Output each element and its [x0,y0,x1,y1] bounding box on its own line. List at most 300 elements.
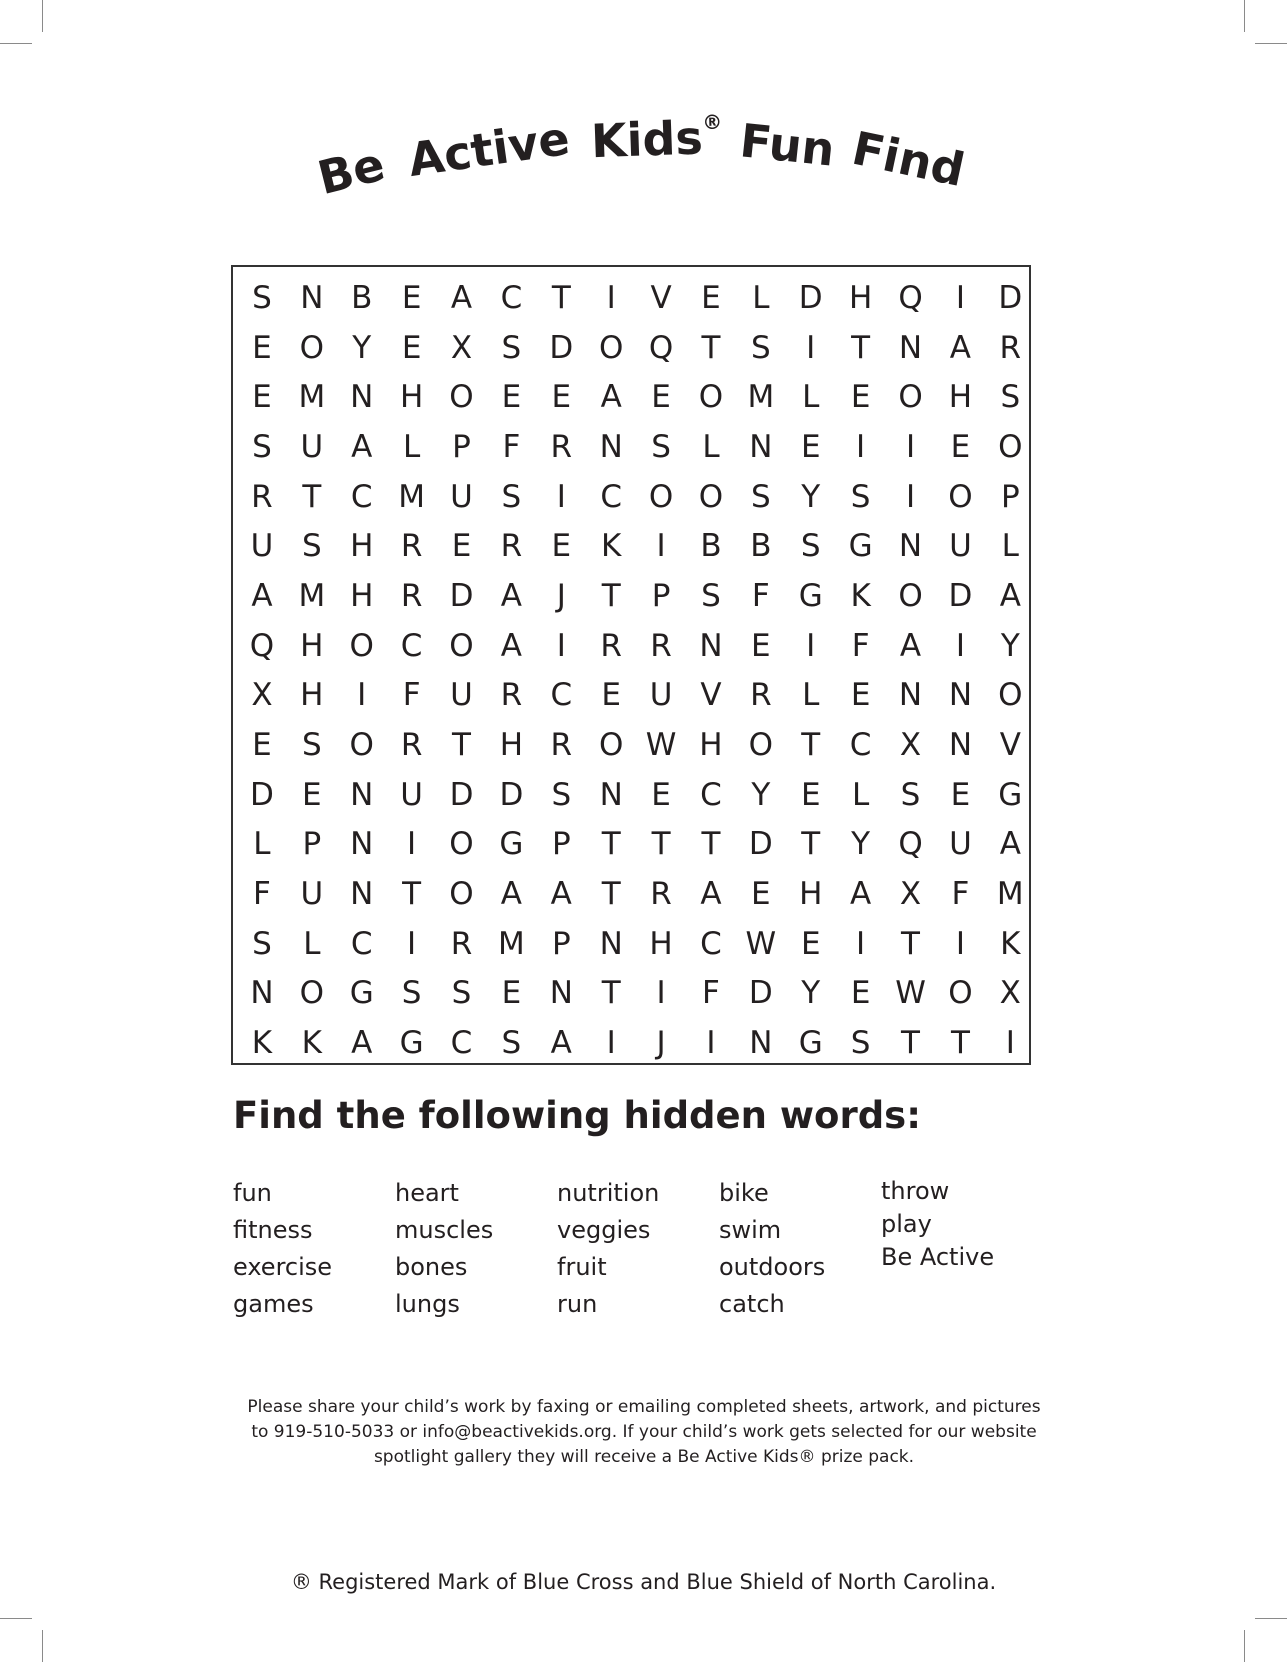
grid-letter: O [299,975,325,1012]
grid-letter: K [301,1025,322,1062]
grid-letter: M [747,379,775,416]
grid-letter: S [1000,379,1021,416]
grid-letter: E [950,428,971,465]
grid-letter: D [449,776,474,813]
grid-letter: O [698,379,724,416]
grid-letter: N [948,677,973,714]
grid-letter: G [848,528,873,565]
grid-letter: R [600,627,622,664]
grid-letter: L [402,428,421,465]
grid-letter: M [298,577,326,614]
grid-letter: R [500,528,523,565]
grid-letter: E [401,329,422,366]
grid-letter: R [650,627,672,664]
grid-letter: E [252,379,272,416]
title-word-active: Active [405,111,573,187]
grid-letter: R [550,428,573,465]
grid-letter: N [350,876,374,913]
crop-mark-bottom-right-v [1244,1630,1245,1662]
grid-letter: I [556,478,566,515]
grid-letter: C [350,478,373,515]
grid-letter: E [751,627,771,664]
grid-letter: U [949,826,972,863]
grid-letter: I [407,826,417,863]
grid-letter: H [350,577,374,614]
grid-letter: V [999,727,1021,764]
word-item: fun [233,1179,272,1207]
grid-letter: E [302,776,322,813]
grid-letter: D [998,279,1023,316]
word-item: play [881,1210,932,1238]
grid-letter: O [598,329,624,366]
grid-letter: I [357,677,367,714]
grid-letter: J [556,577,566,614]
grid-letter: T [402,876,422,913]
grid-letter: F [702,975,720,1012]
grid-letter: H [649,925,673,962]
grid-letter: S [252,279,272,316]
grid-letter: P [551,826,571,863]
grid-letter: N [749,428,773,465]
grid-letter: A [351,428,373,465]
title-word-be: Be [312,136,390,206]
word-item: outdoors [719,1253,826,1281]
grid-letter: I [407,925,417,962]
grid-letter: K [850,577,871,614]
grid-letter: N [549,975,573,1012]
word-item: throw [881,1177,950,1205]
grid-letter: I [905,428,916,465]
grid-letter: E [551,379,572,416]
grid-letter: T [901,1025,920,1062]
grid-letter: H [699,727,723,764]
grid-letter: U [300,876,324,913]
grid-letter: H [399,379,424,416]
share-note-line: Please share your child’s work by faxing or emailing completed sheets, artwork, and pictures [247,1397,1041,1417]
grid-letter: Q [249,627,275,664]
grid-letter: A [700,876,722,913]
grid-letter: T [551,279,571,316]
grid-letter: F [851,627,870,664]
grid-letter: I [955,279,965,316]
grid-letter: X [899,876,922,913]
grid-letter: Y [352,329,372,366]
grid-letter: U [949,528,972,565]
grid-letter: I [955,925,965,962]
grid-letter: T [302,478,322,515]
grid-letter: G [798,577,823,614]
grid-letter: M [996,876,1024,913]
grid-letter: N [350,379,374,416]
grid-letter: D [748,826,773,863]
grid-letter: U [450,478,473,515]
grid-letter: O [449,379,474,416]
crop-mark-top-right-v [1244,0,1245,32]
grid-letter: H [300,677,324,714]
grid-letter: B [750,528,772,565]
grid-letter: I [606,279,616,316]
word-item: heart [395,1179,459,1207]
grid-letter: X [450,329,473,366]
grid-letter: S [501,1025,522,1062]
grid-letter: I [656,528,666,565]
grid-letter: G [349,975,374,1012]
grid-letter: D [748,975,773,1012]
grid-letter: U [250,528,274,565]
grid-letter: E [800,925,821,962]
grid-letter: L [752,279,770,316]
grid-letter: Q [898,279,923,316]
grid-letter: Y [751,776,771,813]
word-item: nutrition [557,1179,660,1207]
word-item: run [557,1290,598,1318]
grid-letter: O [898,577,923,614]
registered-mark-footer: ® Registered Mark of Blue Cross and Blue Shield of North Carolina. [290,1570,997,1594]
grid-letter: H [948,379,973,416]
grid-letter: V [700,677,722,714]
grid-letter: T [701,826,721,863]
grid-letter: F [751,577,770,614]
grid-letter: K [601,528,622,565]
grid-letter: A [999,577,1021,614]
grid-letter: H [799,876,823,913]
grid-letter: O [698,478,724,515]
word-item: fitness [233,1216,313,1244]
grid-letter: A [550,876,572,913]
grid-letter: S [850,1025,871,1062]
grid-letter: C [849,727,872,764]
grid-letter: G [798,1025,823,1062]
grid-letter: S [551,776,572,813]
grid-letter: W [645,727,677,764]
grid-letter: T [901,925,920,962]
grid-letter: X [899,727,922,764]
grid-letter: L [303,925,321,962]
title-word-kids: Kids® [590,109,723,169]
grid-letter: O [449,826,474,863]
grid-letter: S [252,428,272,465]
grid-letter: R [650,876,672,913]
grid-letter: H [300,627,324,664]
grid-letter: S [401,975,422,1012]
grid-letter: B [700,528,722,565]
grid-letter: S [501,329,522,366]
grid-letter: R [500,677,523,714]
grid-letter: S [501,478,522,515]
grid-letter: J [656,1025,666,1062]
grid-letter: G [499,826,524,863]
grid-letter: I [556,627,566,664]
grid-letter: R [550,727,573,764]
grid-letter: I [656,975,666,1012]
grid-letter: I [1005,1025,1015,1062]
grid-letter: P [1000,478,1020,515]
grid-letter: A [251,577,273,614]
grid-letter: S [701,577,721,614]
word-item: catch [719,1290,785,1318]
grid-letter: S [751,478,771,515]
grid-letter: A [600,379,622,416]
grid-letter: M [498,925,525,962]
grid-letter: Y [851,826,871,863]
grid-letter: A [850,876,872,913]
grid-letter: E [751,876,771,913]
grid-letter: L [802,677,820,714]
grid-letter: E [451,528,472,565]
grid-letter: O [449,627,474,664]
share-note-line: spotlight gallery they will receive a Be Active Kids® prize pack. [373,1447,915,1467]
grid-letter: E [701,279,721,316]
registered-mark: ® [701,109,723,135]
grid-letter: A [899,627,922,664]
crop-mark-top-right-h [1255,43,1287,44]
grid-letter: R [999,329,1022,366]
title-word-find: Find [847,120,970,198]
grid-letter: N [898,329,923,366]
grid-letter: W [895,975,926,1012]
grid-letter: O [948,975,973,1012]
grid-letter: P [651,577,671,614]
word-search-grid [237,273,1027,1068]
grid-letter: R [400,528,423,565]
grid-letter: T [601,826,621,863]
share-note [230,1395,1058,1470]
word-item: swim [719,1216,782,1244]
grid-letter: O [349,627,374,664]
crop-mark-top-left-h [0,43,32,44]
word-search-grid-frame [231,265,1031,1065]
grid-letter: P [551,925,571,962]
word-item: fruit [557,1253,607,1281]
grid-letter: U [649,677,673,714]
word-column-5 [881,1175,994,1274]
grid-letter: L [802,379,820,416]
grid-letter: T [601,975,621,1012]
grid-letter: E [651,776,671,813]
grid-letter: I [856,925,866,962]
grid-letter: W [745,925,777,962]
word-item: games [233,1290,314,1318]
grid-letter: E [950,776,971,813]
grid-letter: A [500,627,522,664]
grid-letter: E [501,379,522,416]
grid-letter: K [251,1025,273,1062]
grid-letter: U [450,677,473,714]
grid-letter: I [856,428,866,465]
page-title [312,100,970,210]
grid-letter: B [351,279,373,316]
grid-letter: E [401,279,422,316]
grid-letter: H [499,727,524,764]
grid-letter: T [601,577,621,614]
grid-letter: X [999,975,1021,1012]
word-list-heading: Find the following hidden words: [233,1094,922,1137]
grid-letter: H [350,528,374,565]
crop-mark-bottom-left-h [0,1618,32,1619]
grid-letter: D [449,577,474,614]
title-word-fun: Fun [737,113,838,177]
grid-letter: T [452,727,471,764]
grid-letter: S [850,478,871,515]
grid-letter: P [302,826,322,863]
grid-letter: E [651,379,671,416]
grid-letter: N [599,428,623,465]
grid-letter: F [502,428,521,465]
grid-letter: O [948,478,973,515]
grid-letter: N [898,677,923,714]
grid-letter: O [748,727,774,764]
grid-letter: A [450,279,473,316]
grid-letter: R [750,677,772,714]
grid-letter: I [955,627,965,664]
grid-letter: Y [1000,627,1020,664]
grid-letter: G [998,776,1023,813]
grid-letter: H [848,279,873,316]
grid-letter: L [702,428,720,465]
grid-letter: C [700,925,722,962]
grid-letter: R [251,478,273,515]
grid-letter: O [299,329,325,366]
grid-letter: O [898,379,923,416]
grid-letter: E [252,329,272,366]
grid-letter: Y [801,478,821,515]
grid-letter: P [452,428,471,465]
word-column-2 [395,1175,493,1323]
grid-letter: S [751,329,771,366]
grid-letter: U [300,428,324,465]
grid-letter: E [601,677,621,714]
grid-letter: L [253,826,271,863]
grid-letter: E [551,528,572,565]
grid-letter: L [851,776,870,813]
grid-letter: I [706,1025,716,1062]
grid-letter: A [351,1025,373,1062]
grid-letter: N [350,826,374,863]
grid-letter: E [850,677,871,714]
grid-letter: T [701,329,721,366]
grid-letter: T [651,826,671,863]
grid-letter: D [948,577,973,614]
grid-letter: E [850,379,871,416]
word-column-4 [719,1175,825,1323]
grid-letter: A [500,577,522,614]
grid-letter: T [801,727,821,764]
word-column-1 [233,1175,332,1323]
grid-letter: A [999,826,1021,863]
grid-letter: S [800,528,821,565]
grid-letter: F [402,677,421,714]
grid-letter: R [400,727,423,764]
grid-letter: K [1000,925,1021,962]
grid-letter: E [252,727,272,764]
word-item: muscles [395,1216,494,1244]
grid-letter: I [606,1025,616,1062]
grid-letter: O [998,677,1023,714]
grid-letter: N [699,627,723,664]
grid-letter: R [450,925,473,962]
grid-letter: L [1001,528,1019,565]
word-item: lungs [395,1290,460,1318]
grid-letter: Q [648,329,674,366]
word-item: veggies [557,1216,651,1244]
share-note-line: to 919-510-5033 or info@beactivekids.org. If your child’s work gets selected for our website [251,1422,1037,1442]
grid-letter: I [905,478,916,515]
grid-letter: T [601,876,621,913]
grid-letter: C [500,279,523,316]
grid-letter: N [350,776,374,813]
word-item: exercise [233,1253,333,1281]
crop-mark-bottom-right-h [1255,1618,1287,1619]
grid-letter: C [400,627,423,664]
word-item: bones [395,1253,468,1281]
grid-letter: M [398,478,425,515]
word-item: bike [719,1179,769,1207]
grid-letter: V [650,279,672,316]
grid-letter: S [451,975,472,1012]
grid-letter: S [900,776,921,813]
grid-letter: C [550,677,573,714]
grid-letter: E [800,776,821,813]
grid-letter: N [300,279,324,316]
grid-letter: T [950,1025,970,1062]
grid-letter: N [898,528,923,565]
grid-letter: D [250,776,274,813]
word-column-3 [557,1175,659,1323]
grid-letter: O [598,727,624,764]
grid-letter: C [450,1025,473,1062]
grid-letter: I [806,329,816,366]
grid-letter: N [250,975,274,1012]
grid-letter: D [499,776,524,813]
grid-letter: G [399,1025,424,1062]
grid-letter: E [501,975,522,1012]
crop-mark-bottom-left-v [42,1630,43,1662]
grid-letter: N [948,727,973,764]
grid-letter: C [700,776,722,813]
grid-letter: A [500,876,522,913]
grid-letter: S [301,727,322,764]
grid-letter: A [550,1025,572,1062]
grid-letter: N [599,776,623,813]
grid-letter: O [648,478,674,515]
grid-letter: M [298,379,326,416]
word-list [233,1175,1033,1325]
grid-letter: T [801,826,821,863]
grid-letter: R [400,577,423,614]
grid-letter: S [252,925,272,962]
grid-letter: Q [898,826,923,863]
grid-letter: S [651,428,671,465]
grid-letter: E [850,975,871,1012]
grid-letter: A [949,329,972,366]
grid-letter: X [251,677,273,714]
grid-letter: O [349,727,374,764]
grid-letter: N [749,1025,773,1062]
crop-mark-top-left-v [42,0,43,32]
grid-letter: T [851,329,871,366]
grid-letter: S [301,528,322,565]
grid-letter: D [798,279,823,316]
grid-letter: E [800,428,821,465]
grid-letter: U [400,776,423,813]
grid-letter: O [449,876,474,913]
word-item: Be Active [881,1243,995,1271]
grid-letter: D [549,329,574,366]
grid-letter: F [951,876,970,913]
grid-letter: C [350,925,373,962]
grid-letter: Y [801,975,821,1012]
grid-letter: I [806,627,816,664]
